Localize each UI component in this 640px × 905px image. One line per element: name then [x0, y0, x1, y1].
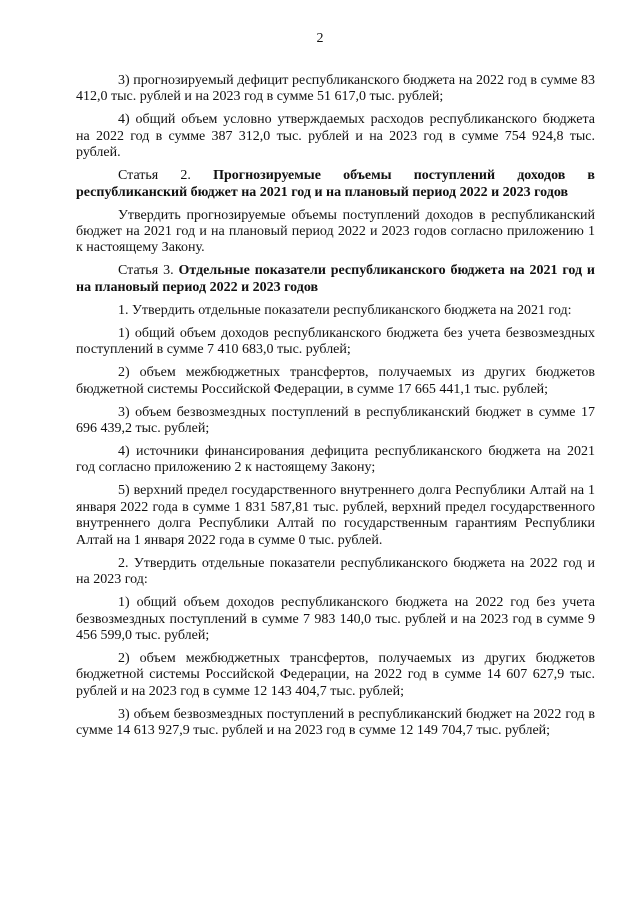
paragraph: 1) общий объем доходов республиканского бюджета без учета безвозмездных поступлений в сумме 7 410 683,0 тыс. рублей;: [76, 325, 595, 358]
paragraph: Утвердить прогнозируемые объемы поступлений доходов в республиканский бюджет на 2021 год и на плановый период 2022 и 2023 годов согласно приложению 1 к настоящему Закону.: [76, 207, 595, 256]
article-2-label: Статья 2.: [118, 168, 191, 184]
article-2-heading: [76, 168, 595, 201]
page-number: 2: [316, 31, 324, 46]
paragraph: 3) прогнозируемый дефицит республиканского бюджета на 2022 год в сумме 83 412,0 тыс. рублей и на 2023 год в сумме 51 617,0 тыс. рублей;: [76, 73, 595, 105]
paragraph: 4) источники финансирования дефицита республиканского бюджета на 2021 год согласно приложению 2 к настоящему Закону;: [76, 444, 595, 476]
document-body: [76, 73, 595, 746]
article-3-title: Отдельные показатели республиканского бюджета на 2021 год и на плановый период 2022 и 2023 годов: [76, 263, 595, 295]
paragraph: 2) объем межбюджетных трансфертов, получаемых из других бюджетов бюджетной системы Российской Федерации, на 2022 год в сумме 14 607 627,9 тыс. рублей и на 2023 год в сумме 12 143 404,7 тыс. рублей;: [76, 650, 595, 699]
article-3-label: Статья 3.: [118, 263, 174, 279]
paragraph: 5) верхний предел государственного внутреннего долга Республики Алтай на 1 января 2022 года в сумме 1 831 587,81 тыс. рублей, верхний предел государственного внутреннего долга Республики Алтай по государственным гарантиям Республики Алтай на 1 января 2022 года в сумме 0 тыс. рублей.: [76, 483, 595, 548]
article-2-title: Прогнозируемые объемы поступлений доходов в республиканский бюджет на 2021 год и на плановый период 2022 и 2023 годов: [76, 168, 595, 200]
paragraph: 4) общий объем условно утверждаемых расходов республиканского бюджета на 2022 год в сумме 387 312,0 тыс. рублей и на 2023 год в сумме 754 924,8 тыс. рублей.: [76, 112, 595, 161]
paragraph: 1) общий объем доходов республиканского бюджета на 2022 год без учета безвозмездных поступлений в сумме 7 983 140,0 тыс. рублей и на 2023 год в сумме 9 456 599,0 тыс. рублей;: [76, 595, 595, 643]
article-3-heading: [76, 263, 595, 296]
paragraph: 2. Утвердить отдельные показатели республиканского бюджета на 2022 год и на 2023 год:: [76, 555, 595, 588]
paragraph: 3) объем безвозмездных поступлений в республиканский бюджет в сумме 17 696 439,2 тыс. рублей;: [76, 404, 595, 437]
paragraph: 2) объем межбюджетных трансфертов, получаемых из других бюджетов бюджетной системы Российской Федерации, в сумме 17 665 441,1 тыс. рублей;: [76, 365, 595, 397]
paragraph: 1. Утвердить отдельные показатели республиканского бюджета на 2021 год:: [118, 302, 572, 318]
paragraph: 3) объем безвозмездных поступлений в республиканский бюджет на 2022 год в сумме 14 613 927,9 тыс. рублей и на 2023 год в сумме 12 149 704,7 тыс. рублей;: [76, 706, 595, 739]
